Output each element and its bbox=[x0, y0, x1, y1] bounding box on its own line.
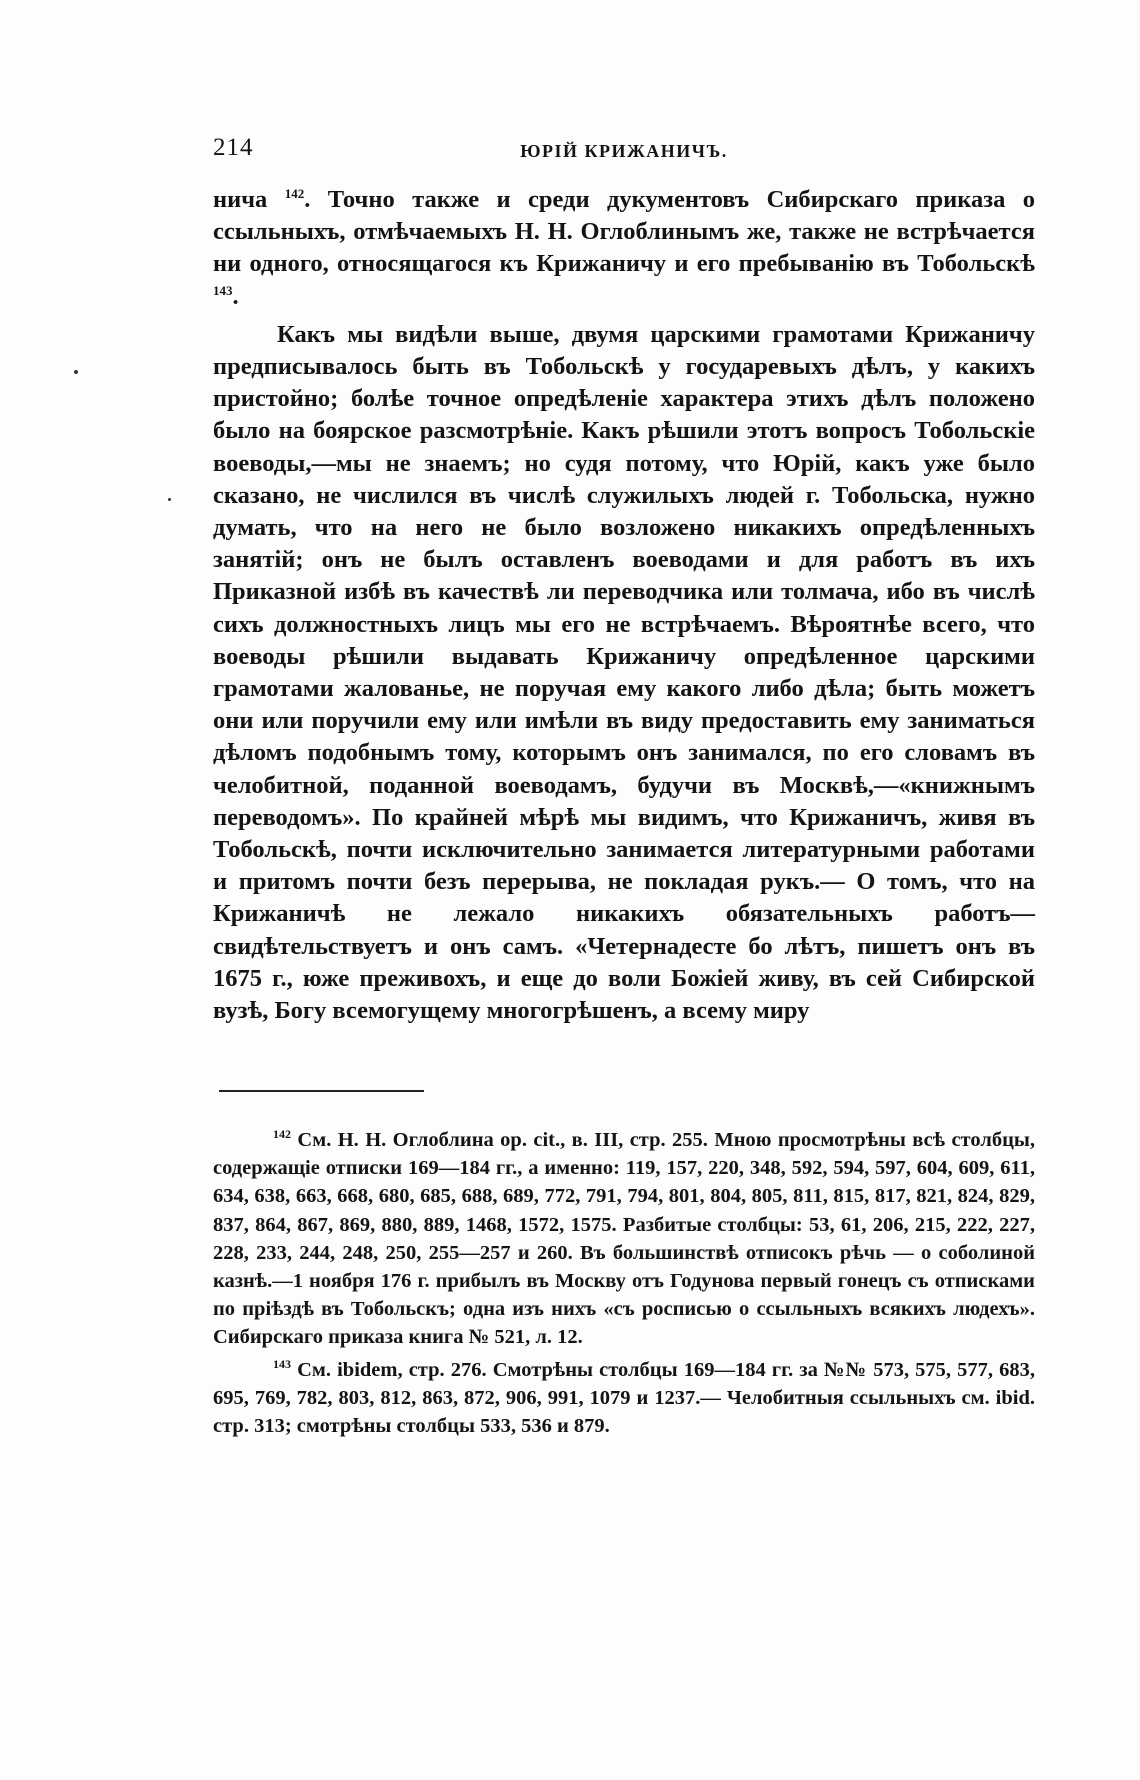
page-number: 214 bbox=[213, 134, 254, 161]
main-text bbox=[213, 184, 1035, 1027]
paragraph-1-text-c: . bbox=[232, 282, 239, 310]
footnote-text: См. ibidem, стр. 276. Смотрѣны столбцы 169—184 гг. за №№ 573, 575, 577, 683, 695, 769, 782, 803, 812, 863, 872, 906, 991, 1079 и 1237.— Челобитныя ссыльныхъ см. ibid. стр. 313; смотрѣны столбцы 533, 536 и 879. bbox=[213, 1358, 1036, 1438]
paragraph-1 bbox=[213, 184, 1035, 313]
footnote-mark: 142 bbox=[273, 1127, 291, 1142]
scan-speck bbox=[168, 498, 171, 501]
footnotes bbox=[213, 1126, 1035, 1440]
footnote-text: См. Н. Н. Оглоблина op. cit., в. III, стр. 255. Мною просмотрѣны всѣ столбцы, содержащіе отписки 169—184 гг., а именно: 119, 157, 220, 348, 592, 594, 597, 604, 609, 611, 634, 638, 663, 668, 680, 685, 688, 689, 772, 791, 794, 801, 804, 805, 811, 815, 817, 821, 824, 829, 837, 864, 867, 869, 880, 889, 1468, 1572, 1575. Разбитые столбцы: 53, 61, 206, 215, 222, 227, 228, 233, 244, 248, 250, 255—257 и 260. Въ большинствѣ отписокъ рѣчь — о соболиной казнѣ.—1 ноября 176 г. прибылъ въ Москву отъ Годунова первый гонецъ съ отписками по пріѣздѣ въ Тобольскъ; одна изъ нихъ «съ росписью о ссыльныхъ всякихъ людехъ». Сибирскаго приказа книга № 521, л. 12. bbox=[213, 1129, 1036, 1349]
footnote-reference-143: 143 bbox=[213, 282, 233, 298]
paragraph-1-text-a: нича bbox=[213, 186, 285, 213]
footnote-separator bbox=[219, 1090, 424, 1092]
running-title: ЮРІЙ КРИЖАНИЧЪ. bbox=[520, 141, 728, 161]
page-header bbox=[213, 134, 1035, 174]
footnote-mark: 143 bbox=[273, 1356, 291, 1371]
footnote-reference-142: 142 bbox=[284, 185, 305, 201]
footnote-142 bbox=[213, 1126, 1035, 1352]
paragraph-2: Какъ мы видѣли выше, двумя царскими грамотами Крижаничу предписывалось быть въ Тобольскѣ у государевыхъ дѣлъ, у какихъ пристойно; болѣе точное опредѣленіе характера этихъ дѣлъ положено было на боярское разсмотрѣніе. Какъ рѣшили этотъ вопросъ Тобольскіе воеводы,—мы не знаемъ; но судя потому, что Юрій, какъ уже было сказано, не числился въ числѣ служилыхъ людей г. Тобольска, нужно думать, что на него не было возложено никакихъ опредѣленныхъ занятій; онъ не былъ оставленъ воеводами и для работъ въ ихъ Приказной избѣ въ качествѣ ли переводчика или толмача, ибо въ числѣ сихъ должностныхъ лицъ мы его не встрѣчаемъ. Вѣроятнѣе всего, что воеводы рѣшили выдавать Крижаничу опредѣленное царскими грамотами жалованье, не поручая ему какого либо дѣла; быть можетъ они или поручили ему или имѣли въ виду предоставить ему заниматься дѣломъ подобнымъ тому, которымъ онъ занимался, по его словамъ въ челобитной, поданной воеводамъ, будучи въ Москвѣ,—«книжнымъ переводомъ». По крайней мѣрѣ мы видимъ, что Крижаничъ, живя въ Тобольскѣ, почти исключительно занимается литературными работами и притомъ почти безъ перерыва, не покладая рукъ.— О томъ, что на Крижаничѣ не лежало никакихъ обязательныхъ работъ—свидѣтельствуетъ и онъ самъ. «Четернадесте бо лѣтъ, пишетъ онъ въ 1675 г., юже преживохъ, и еще до воли Божіей живу, въ сей Сибирской вузѣ, Богу всемогущему многогрѣшенъ, а всему миру bbox=[213, 320, 1035, 1025]
paragraph-1-text-b: . Точно также и среди дукументовъ Сибирскаго приказа о ссыльныхъ, отмѣчаемыхъ Н. Н. Оглоблинымъ же, также не встрѣчается ни одного, относящагося къ Крижаничу и его пребыванію въ Тобольскѣ bbox=[213, 186, 1035, 278]
scan-speck bbox=[74, 370, 78, 374]
footnote-143 bbox=[213, 1356, 1035, 1441]
